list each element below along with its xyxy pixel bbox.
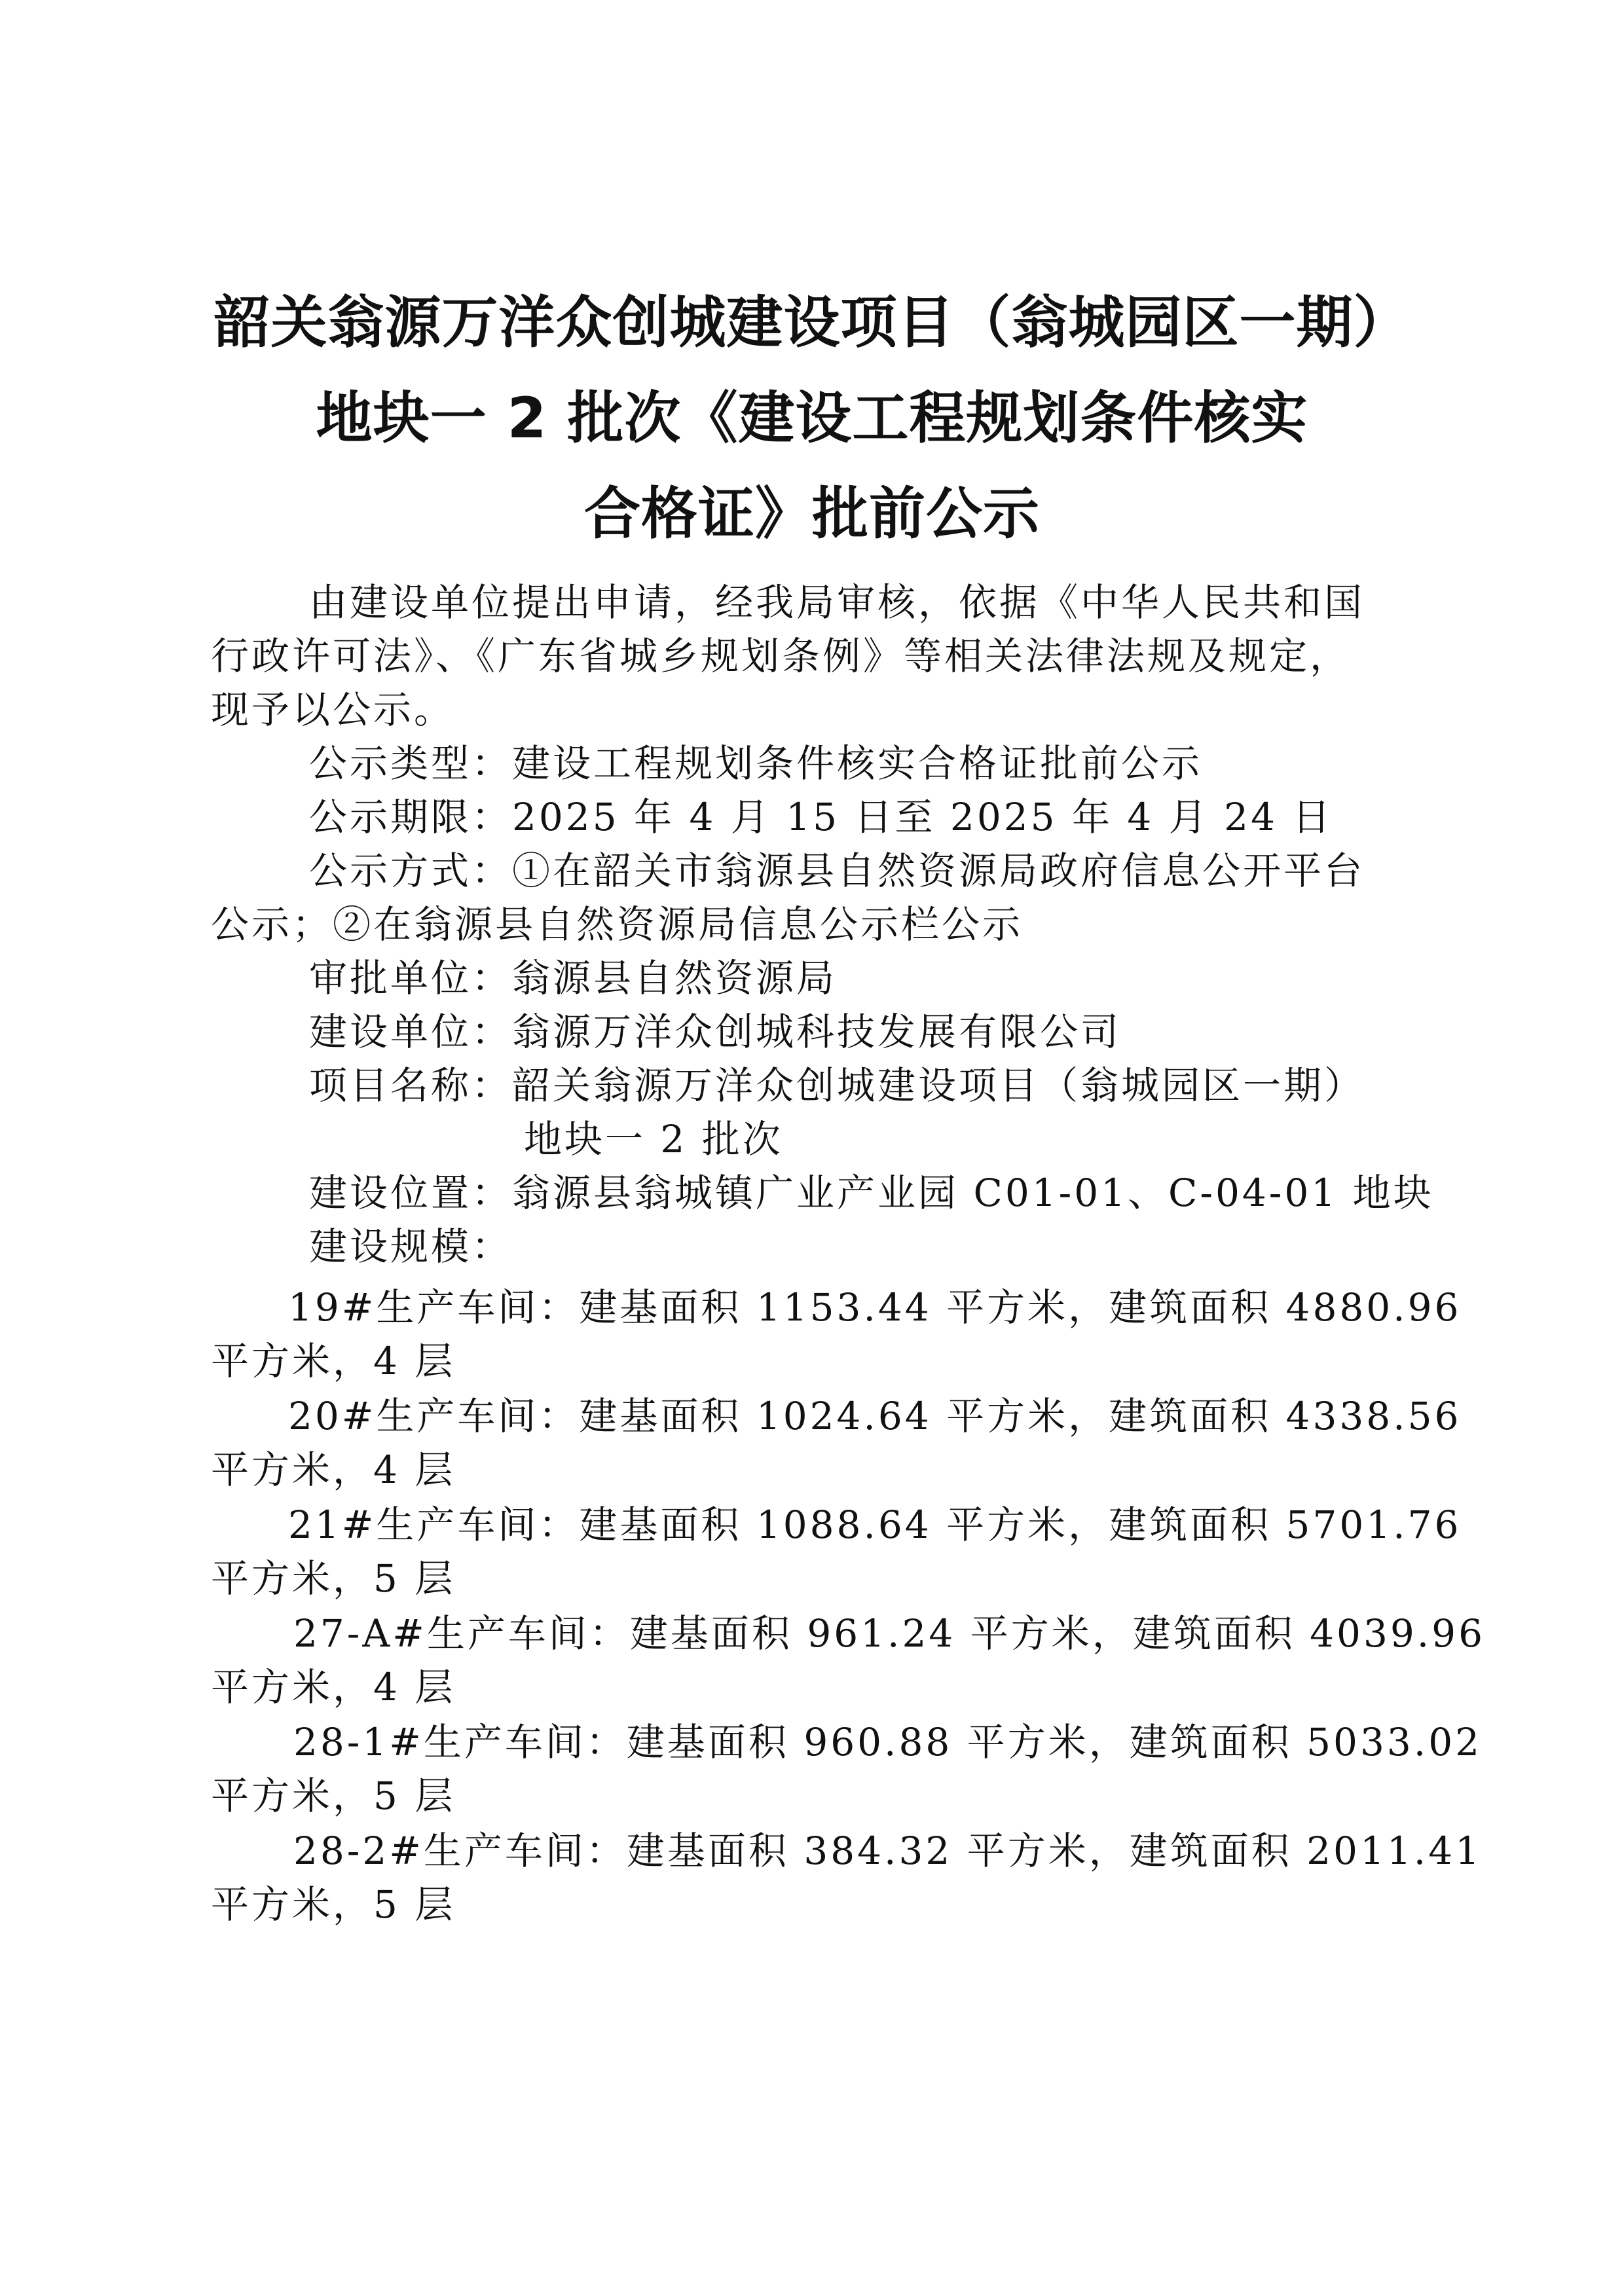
construction-unit: 建设单位：翁源万洋众创城科技发展有限公司 xyxy=(309,1010,1122,1054)
notice-type: 公示类型：建设工程规划条件核实合格证批前公示 xyxy=(309,741,1203,786)
building-28-1-line-1: 28-1#生产车间：建基面积 960.88 平方米，建筑面积 5033.02 xyxy=(293,1720,1482,1764)
building-19-line-2: 平方米，4 层 xyxy=(211,1339,456,1383)
intro-line-2: 行政许可法》、《广东省城乡规划条例》等相关法律法规及规定， xyxy=(211,634,1351,678)
building-27a-line-1: 27-A#生产车间：建基面积 961.24 平方米，建筑面积 4039.96 xyxy=(293,1611,1485,1656)
construction-scale-label: 建设规模： xyxy=(309,1224,513,1269)
project-name-line-2: 地块一 2 批次 xyxy=(524,1117,783,1161)
title-line-2: 地块一 2 批次《建设工程规划条件核实 xyxy=(316,386,1308,451)
building-19-line-1: 19#生产车间：建基面积 1153.44 平方米，建筑面积 4880.96 xyxy=(288,1285,1462,1330)
notice-method-line-1: 公示方式：①在韶关市翁源县自然资源局政府信息公开平台 xyxy=(309,848,1365,893)
building-28-1-line-2: 平方米，5 层 xyxy=(211,1774,456,1818)
building-21-line-2: 平方米，5 层 xyxy=(211,1556,456,1601)
building-20-line-1: 20#生产车间：建基面积 1024.64 平方米，建筑面积 4338.56 xyxy=(288,1394,1462,1438)
intro-line-1: 由建设单位提出申请，经我局审核，依据《中华人民共和国 xyxy=(309,580,1365,625)
notice-method-line-2: 公示；②在翁源县自然资源局信息公示栏公示 xyxy=(211,902,1024,947)
title-line-3: 合格证》批前公示 xyxy=(584,481,1040,547)
building-21-line-1: 21#生产车间：建基面积 1088.64 平方米，建筑面积 5701.76 xyxy=(288,1503,1462,1547)
approval-unit: 审批单位：翁源县自然资源局 xyxy=(309,956,838,1000)
notice-period: 公示期限：2025 年 4 月 15 日至 2025 年 4 月 24 日 xyxy=(309,795,1333,839)
building-28-2-line-2: 平方米，5 层 xyxy=(211,1882,456,1927)
title-line-1: 韶关翁源万洋众创城建设项目（翁城园区一期） xyxy=(213,290,1411,355)
building-27a-line-2: 平方米，4 层 xyxy=(211,1665,456,1709)
building-28-2-line-1: 28-2#生产车间：建基面积 384.32 平方米，建筑面积 2011.41 xyxy=(293,1829,1482,1873)
page-title xyxy=(131,275,1493,562)
project-name-line-1: 项目名称：韶关翁源万洋众创城建设项目（翁城园区一期） xyxy=(309,1063,1365,1108)
intro-line-3: 现予以公示。 xyxy=(211,687,455,732)
building-20-line-2: 平方米，4 层 xyxy=(211,1448,456,1492)
construction-location: 建设位置：翁源县翁城镇广业产业园 C01-01、C-04-01 地块 xyxy=(309,1171,1434,1215)
